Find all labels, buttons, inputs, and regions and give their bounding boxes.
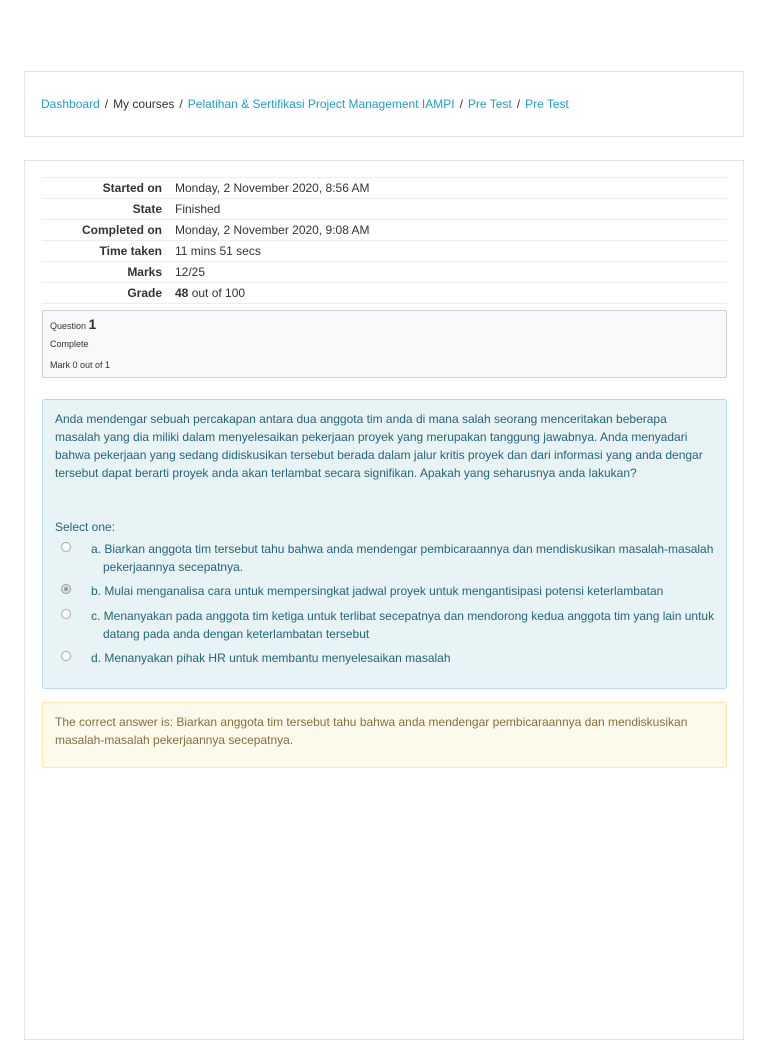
breadcrumb-pre-test-quiz[interactable]: Pre Test <box>525 97 569 111</box>
state-label: State <box>132 202 162 216</box>
breadcrumb-pre-test-section[interactable]: Pre Test <box>467 97 512 111</box>
question-formulation <box>42 399 727 689</box>
quiz-review-card <box>24 160 744 1040</box>
question-number-label: Question <box>50 321 87 331</box>
answer-option-label: a. Biarkan anggota tim tersebut tahu bahwa anda mendengar pembicaraannya dan mendiskusikan masalah-masalah pekerjaannya secepatnya. <box>91 542 714 574</box>
summary-row-grade <box>42 283 727 304</box>
radio-icon[interactable] <box>61 542 71 552</box>
select-one-prompt: Select one: <box>55 520 116 534</box>
question-text: Anda mendengar sebuah percakapan antara dua anggota tim anda di mana salah seorang menceritakan beberapa masalah yang dia miliki dalam menyelesaikan pekerjaan proyek yang merupakan tanggung jawabnya. Anda menyadari bahwa pekerjaan yang sedang didiskusikan tersebut berada dalam jalur kritis proyek dan dari informasi yang anda dengar tersebut dapat berarti proyek anda akan terlambat secara signifikan. Apakah yang seharusnya anda lakukan? <box>55 412 703 480</box>
attempt-summary-table <box>42 177 727 304</box>
question-outcome-box <box>42 702 727 768</box>
summary-row-completed <box>42 220 727 241</box>
state-value: Finished <box>175 202 221 216</box>
breadcrumb-my-courses: My courses <box>113 97 175 111</box>
answer-option-label: c. Menanyakan pada anggota tim ketiga untuk terlibat secepatnya dan mendorong kedua anggota tim yang lain untuk datang pada anda dengan keterlambatan tersebut <box>91 609 715 641</box>
time-label: Time taken <box>99 244 162 258</box>
breadcrumb-separator: / <box>104 97 109 111</box>
answer-options <box>61 540 716 667</box>
breadcrumb-separator: / <box>516 97 521 111</box>
summary-row-state <box>42 199 727 220</box>
grade-out-of: out of 100 <box>188 286 246 300</box>
breadcrumb-card <box>24 71 744 137</box>
grade-score: 48 <box>175 286 189 300</box>
breadcrumb-dashboard[interactable]: Dashboard <box>41 97 100 111</box>
question-grade: Mark 0 out of 1 <box>50 360 111 370</box>
breadcrumb <box>41 97 569 111</box>
radio-checked-icon[interactable] <box>61 584 71 594</box>
radio-icon[interactable] <box>61 609 71 619</box>
completed-label: Completed on <box>82 223 162 237</box>
breadcrumb-separator: / <box>179 97 183 111</box>
summary-row-started <box>42 178 727 199</box>
answer-option-d[interactable] <box>61 649 716 667</box>
radio-icon[interactable] <box>61 651 71 661</box>
answer-option-b[interactable] <box>61 582 716 600</box>
answer-option-a[interactable] <box>61 540 716 576</box>
breadcrumb-course[interactable]: Pelatihan & Sertifikasi Project Management IAMPI <box>187 97 455 111</box>
correct-answer-text: The correct answer is: Biarkan anggota tim tersebut tahu bahwa anda mendengar pembicaraannya dan mendiskusikan masalah-masalah pekerjaannya secepatnya. <box>55 715 688 747</box>
question-state: Complete <box>50 339 89 349</box>
marks-value: 12/25 <box>175 265 206 279</box>
answer-option-label: d. Menanyakan pihak HR untuk membantu menyelesaikan masalah <box>91 651 451 665</box>
summary-row-marks <box>42 262 727 283</box>
grade-value <box>169 283 727 304</box>
started-value: Monday, 2 November 2020, 8:56 AM <box>175 181 370 195</box>
breadcrumb-separator: / <box>459 97 463 111</box>
answer-option-c[interactable] <box>61 607 716 643</box>
question-number <box>50 316 96 332</box>
question-info-box <box>42 310 727 378</box>
answer-option-label: b. Mulai menganalisa cara untuk mempersingkat jadwal proyek untuk mengantisipasi potensi keterlambatan <box>91 584 664 598</box>
marks-label: Marks <box>127 265 162 279</box>
grade-label: Grade <box>127 286 162 300</box>
summary-row-time <box>42 241 727 262</box>
time-value: 11 mins 51 secs <box>175 244 261 258</box>
question-number-value: 1 <box>88 316 97 332</box>
completed-value: Monday, 2 November 2020, 9:08 AM <box>175 223 370 237</box>
started-label: Started on <box>102 181 162 195</box>
